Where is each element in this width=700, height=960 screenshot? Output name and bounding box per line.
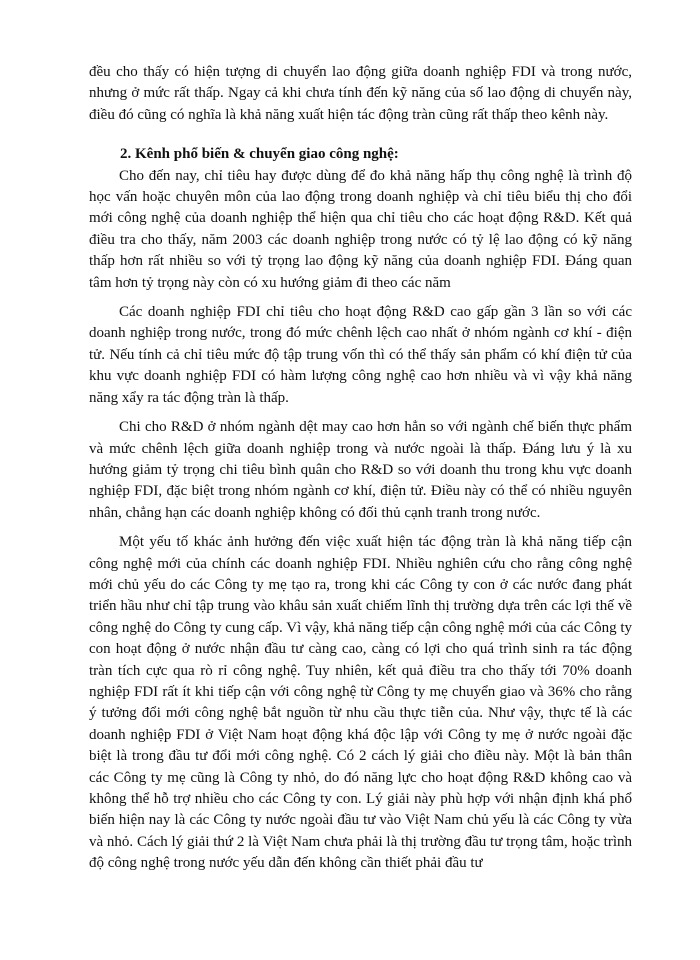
- paragraph-continuation: đều cho thấy có hiện tượng di chuyển lao động giữa doanh nghiệp FDI và trong nước, nhưng ở mức rất thấp. Ngay cả khi chưa tính đến kỹ năng của số lao động di chuyển này, điều đó cũng có nghĩa là khả năng xuất hiện tác động tràn cũng rất thấp theo kênh này.: [89, 64, 632, 123]
- paragraph-absorption: Cho đến nay, chỉ tiêu hay được dùng để đo khả năng hấp thụ công nghệ là trình độ học vấn hoặc chuyên môn của lao động trong doanh nghiệp và chỉ tiêu biểu thị cho đổi mới công nghệ của doanh nghiệp thể hiện qua chỉ tiêu cho các hoạt động R&D. Kết quả điều tra cho thấy, năm 2003 các doanh nghiệp trong nước có tỷ lệ lao động có kỹ năng thấp hơn rất nhiều so với tỷ trọng lao động kỹ năng của doanh nghiệp FDI. Đáng quan tâm hơn tỷ trọng này còn có xu hướng giảm đi theo các năm: [89, 167, 632, 291]
- paragraph-textile-rd: Chi cho R&D ở nhóm ngành dệt may cao hơn hẳn so với ngành chế biến thực phẩm và mức chênh lệch giữa doanh nghiệp trong và nước ngoài là thấp. Đáng lưu ý là xu hướng giảm tỷ trọng chi tiêu bình quân cho R&D so với doanh thu trong khu vực doanh nghiệp FDI, đặc biệt trong nhóm ngành cơ khí, điện tử. Điều này có thể có nhiều nguyên nhân, chẳng hạn các doanh nghiệp không có đối thủ cạnh tranh trong nước.: [89, 419, 632, 521]
- paragraph-technology-access: Một yếu tố khác ảnh hưởng đến việc xuất hiện tác động tràn là khả năng tiếp cận công nghệ mới của chính các doanh nghiệp FDI. Nhiều nghiên cứu cho rằng công nghệ mới chủ yếu do các Công ty mẹ tạo ra, trong khi các Công ty con ở các nước đang phát triển hầu như chỉ tập trung vào khâu sản xuất chiếm lĩnh thị trường dựa trên các lợi thế về công nghệ do Công ty cung cấp. Vì vậy, khả năng tiếp cận công nghệ mới của các Công ty con hoạt động ở nước nhận đầu tư càng cao, càng có lợi cho quá trình sinh ra tác động tràn tích cực qua rò rỉ công nghệ. Tuy nhiên, kết quả điều tra cho thấy tới 70% doanh nghiệp FDI rất ít khi tiếp cận với công nghệ từ Công ty mẹ chuyển giao và 36% cho rằng ý tưởng đổi mới công nghệ bắt nguồn từ nhu cầu thực tiễn của. Như vậy, thực tế là các doanh nghiệp FDI ở Việt Nam hoạt động khá độc lập với Công ty mẹ ở nước ngoài đặc biệt là trong đầu tư đổi mới công nghệ. Có 2 cách lý giải cho điều này. Một là bản thân các Công ty mẹ cũng là Công ty nhỏ, do đó năng lực cho hoạt động R&D không cao và không thể hỗ trợ nhiều cho các Công ty con. Lý giải này phù hợp với nhận định khá phổ biến hiện nay là các Công ty nước ngoài đầu tư vào Việt Nam chủ yếu là các Công ty vừa và nhỏ. Cách lý giải thứ 2 là Việt Nam chưa phải là thị trường đầu tư trọng tâm, hoặc trình độ công nghệ trong nước yếu dẫn đến không cần thiết phải đầu tư: [89, 534, 632, 872]
- paragraph-rd-spending: Các doanh nghiệp FDI chỉ tiêu cho hoạt động R&D cao gấp gần 3 lần so với các doanh nghiệp trong nước, trong đó mức chênh lệch cao nhất ở nhóm ngành cơ khí - điện tử. Nếu tính cả chỉ tiêu mức độ tập trung vốn thì có thể thấy sản phẩm có khí điện tử của khu vực doanh nghiệp FDI có hàm lượng công nghệ cao hơn nhiều và vì vậy khả năng năng xẩy ra tác động tràn là thấp.: [89, 304, 632, 406]
- section-heading: 2. Kênh phổ biến & chuyển giao công nghệ:: [120, 146, 399, 163]
